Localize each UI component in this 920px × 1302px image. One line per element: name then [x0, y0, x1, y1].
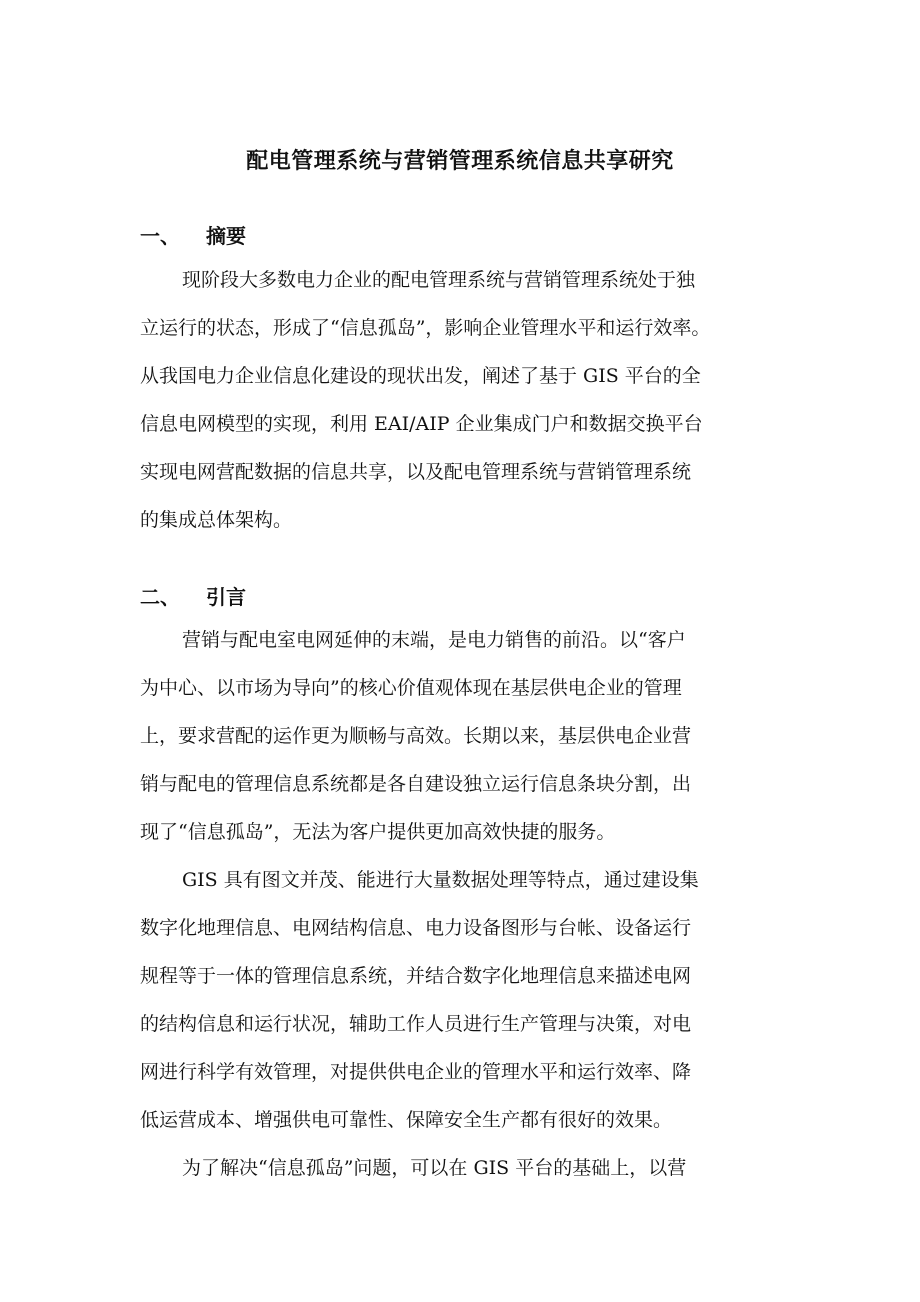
introduction-paragraph-1 [140, 616, 780, 856]
section-title: 摘要 [206, 224, 246, 248]
paragraph-line: 营销与配电室电网延伸的末端，是电力销售的前沿。以“客户 [182, 629, 686, 651]
paragraph-line: 上，要求营配的运作更为顺畅与高效。长期以来，基层供电企业营 [140, 725, 692, 747]
paragraph-line: 现阶段大多数电力企业的配电管理系统与营销管理系统处于独 [182, 269, 696, 291]
paragraph-line: 现了“信息孤岛”，无法为客户提供更加高效快捷的服务。 [140, 821, 616, 843]
section-number: 一、 [140, 224, 180, 248]
paragraph-line: 规程等于一体的管理信息系统，并结合数字化地理信息来描述电网 [140, 965, 692, 987]
abstract-paragraph [140, 256, 780, 544]
introduction-paragraph-2 [140, 856, 780, 1144]
paragraph-line: 网进行科学有效管理，对提供供电企业的管理水平和运行效率、降 [140, 1061, 692, 1083]
paragraph-line: 数字化地理信息、电网结构信息、电力设备图形与台帐、设备运行 [140, 917, 692, 939]
document-title: 配电管理系统与营销管理系统信息共享研究 [246, 148, 674, 174]
paragraph-line: 低运营成本、增强供电可靠性、保障安全生产都有很好的效果。 [140, 1109, 673, 1131]
section-heading-introduction [140, 581, 246, 610]
paragraph-line: 销与配电的管理信息系统都是各自建设独立运行信息条块分割，出 [140, 773, 692, 795]
section-heading-abstract [140, 220, 246, 249]
paragraph-line: 从我国电力企业信息化建设的现状出发，阐述了基于 GIS 平台的全 [140, 365, 701, 387]
paragraph-line: 实现电网营配数据的信息共享，以及配电管理系统与营销管理系统 [140, 461, 692, 483]
paragraph-line: 的集成总体架构。 [140, 509, 293, 531]
paragraph-line: 为了解决“信息孤岛”问题，可以在 GIS 平台的基础上，以营 [182, 1157, 687, 1179]
section-number: 二、 [140, 585, 180, 609]
section-title: 引言 [206, 585, 246, 609]
paragraph-line: 信息电网模型的实现，利用 EAI/AIP 企业集成门户和数据交换平台 [140, 413, 703, 435]
paragraph-line: 立运行的状态，形成了“信息孤岛”，影响企业管理水平和运行效率。 [140, 317, 711, 339]
paragraph-line: GIS 具有图文并茂、能进行大量数据处理等特点，通过建设集 [182, 869, 699, 891]
introduction-paragraph-3 [140, 1144, 780, 1192]
paragraph-line: 为中心、以市场为导向”的核心价值观体现在基层供电企业的管理 [140, 677, 682, 699]
paragraph-line: 的结构信息和运行状况，辅助工作人员进行生产管理与决策，对电 [140, 1013, 692, 1035]
